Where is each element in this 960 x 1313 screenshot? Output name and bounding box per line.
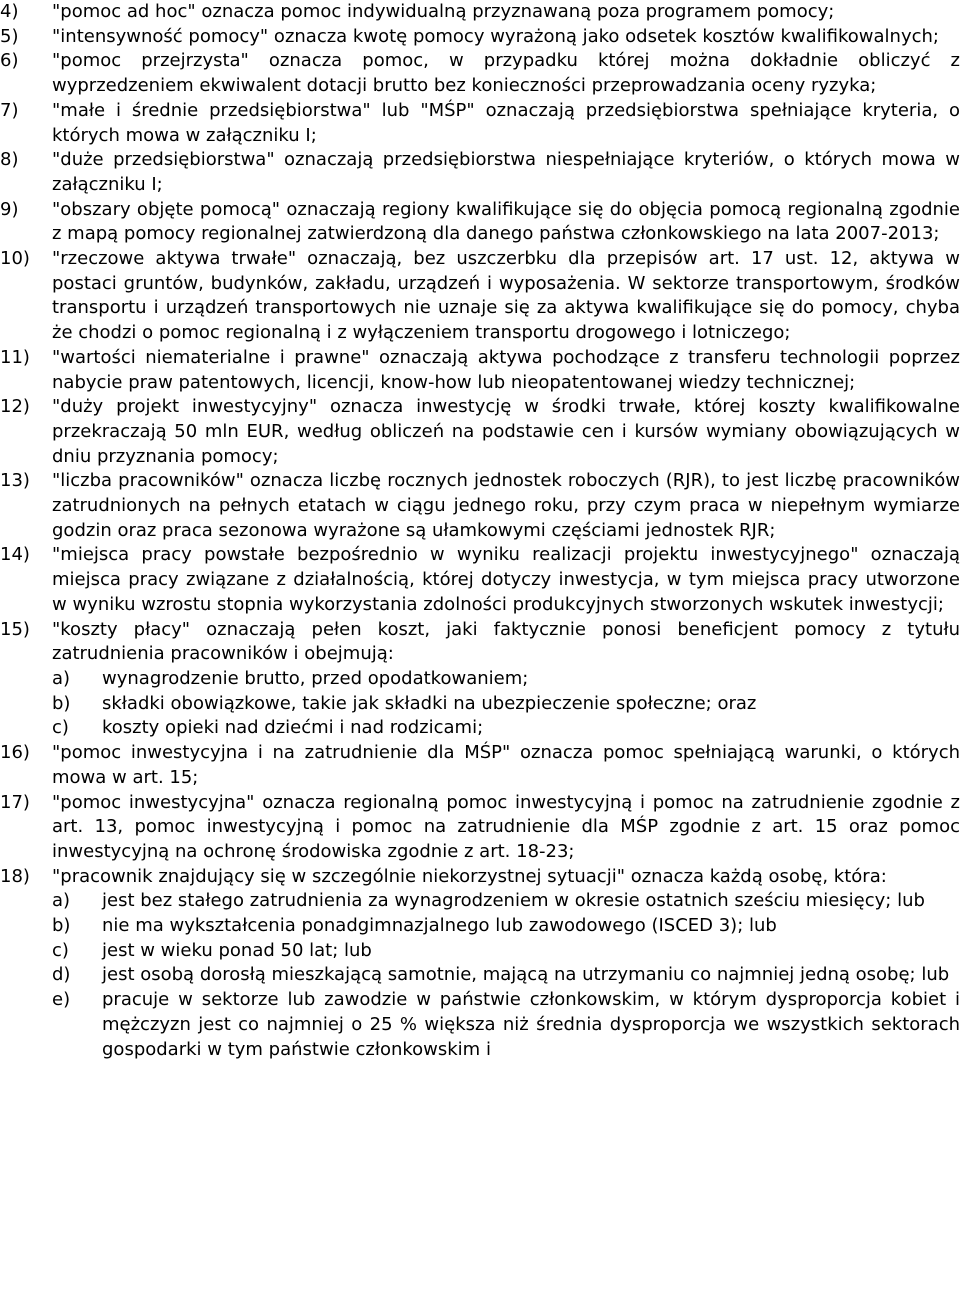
- definition-item: [0, 346, 960, 395]
- sub-item: [52, 963, 960, 988]
- sub-item: [52, 988, 960, 1062]
- item-number: 11): [0, 346, 30, 368]
- sub-item-letter: c): [52, 717, 69, 739]
- item-body: [52, 247, 960, 346]
- item-number: 7): [0, 99, 19, 121]
- item-number: 16): [0, 742, 30, 764]
- item-body: [52, 741, 960, 790]
- definition-item: [0, 99, 960, 148]
- item-number: 10): [0, 248, 30, 270]
- definition-item: [0, 543, 960, 617]
- item-text: "koszty płacy" oznaczają pełen koszt, jaki faktycznie ponosi beneficjent pomocy z tytułu zatrudnienia pracowników i obejmują:: [52, 618, 960, 665]
- item-number: 15): [0, 618, 30, 640]
- definition-item: [0, 25, 960, 50]
- item-body: [52, 148, 960, 197]
- item-body: [52, 618, 960, 742]
- item-text: "duży projekt inwestycyjny" oznacza inwestycję w środki trwałe, której koszty kwalifikowalne przekraczają 50 mln EUR, według obliczeń na podstawie cen i kursów wymiany obowiązujących w dniu przyznania pomocy;: [52, 396, 960, 467]
- item-text: "duże przedsiębiorstwa" oznaczają przedsiębiorstwa niespełniające kryteriów, o których mowa w załączniku I;: [52, 149, 960, 195]
- sub-item: [52, 939, 960, 964]
- sub-item-text: pracuje w sektorze lub zawodzie w państwie członkowskim, w którym dysproporcja kobiet i mężczyzn jest co najmniej o 25 % większa niż średnia dysproporcja we wszystkich sektorach gospodarki w tym państwie członkowskim i: [102, 989, 960, 1060]
- sub-item-text: wynagrodzenie brutto, przed opodatkowaniem;: [102, 667, 529, 689]
- item-text: "intensywność pomocy" oznacza kwotę pomocy wyrażoną jako odsetek kosztów kwalifikowalnych;: [52, 25, 939, 47]
- item-text: "pomoc inwestycyjna i na zatrudnienie dla MŚP" oznacza pomoc spełniającą warunki, o których mowa w art. 15;: [52, 742, 960, 788]
- definition-item: [0, 247, 960, 346]
- item-number: 5): [0, 25, 19, 47]
- sub-item-text: koszty opieki nad dziećmi i nad rodzicami;: [102, 717, 484, 739]
- sub-item-text: składki obowiązkowe, takie jak składki na ubezpieczenie społeczne; oraz: [102, 692, 757, 714]
- item-number: 9): [0, 198, 19, 220]
- item-text: "pracownik znajdujący się w szczególnie niekorzystnej sytuacji" oznacza każdą osobę, która:: [52, 865, 887, 887]
- item-text: "miejsca pracy powstałe bezpośrednio w wyniku realizacji projektu inwestycyjnego" oznaczają miejsca pracy związane z działalnością, której dotyczy inwestycja, w tym miejsca pracy utworzone w wyniku wzrostu stopnia wykorzystania zdolności produkcyjnych stworzonych wskutek inwestycji;: [52, 544, 960, 615]
- sub-item-letter: c): [52, 939, 69, 961]
- item-body: [52, 395, 960, 469]
- sub-item: [52, 667, 960, 692]
- item-body: [52, 49, 960, 98]
- item-text: "pomoc ad hoc" oznacza pomoc indywidualną przyznawaną poza programem pomocy;: [52, 1, 835, 22]
- item-number: 17): [0, 791, 30, 813]
- item-text: "obszary objęte pomocą" oznaczają regiony kwalifikujące się do objęcia pomocą regionalną zgodnie z mapą pomocy regionalnej zatwierdzoną dla danego państwa członkowskiego na lata 2007-2013;: [52, 198, 960, 245]
- sub-item-letter: d): [52, 964, 71, 986]
- item-text: "pomoc inwestycyjna" oznacza regionalną pomoc inwestycyjną i pomoc na zatrudnienie zgodnie z art. 13, pomoc inwestycyjną i pomoc na zatrudnienie dla MŚP zgodnie z art. 15 oraz pomoc inwestycyjną na ochronę środowiska zgodnie z art. 18-23;: [52, 791, 960, 862]
- item-body: [52, 469, 960, 543]
- item-body: [52, 543, 960, 617]
- definition-item: [0, 148, 960, 197]
- sub-item: [52, 889, 960, 914]
- item-number: 13): [0, 470, 30, 492]
- sub-item: [52, 692, 960, 717]
- item-number: 4): [0, 1, 19, 22]
- item-body: [52, 791, 960, 865]
- sub-item-letter: b): [52, 692, 71, 714]
- item-text: "wartości niematerialne i prawne" oznaczają aktywa pochodzące z transferu technologii poprzez nabycie praw patentowych, licencji, know-how lub nieopatentowanej wiedzy technicznej;: [52, 346, 960, 393]
- definition-item: [0, 469, 960, 543]
- sub-item: [52, 914, 960, 939]
- item-body: [52, 346, 960, 395]
- definition-item: [0, 0, 960, 25]
- item-body: [52, 99, 960, 148]
- definition-item: [0, 395, 960, 469]
- sub-item-letter: b): [52, 915, 71, 937]
- sub-item-text: jest w wieku ponad 50 lat; lub: [102, 939, 372, 961]
- item-number: 8): [0, 149, 19, 171]
- item-text: "rzeczowe aktywa trwałe" oznaczają, bez uszczerbku dla przepisów art. 17 ust. 12, aktywa w postaci gruntów, budynków, zakładu, urządzeń i wyposażenia. W sektorze transportowym, środków transportu i urządzeń transportowych nie uznaje się za aktywa kwalifikujące się do pomocy, chyba że chodzi o pomoc regionalną i z wyłączeniem transportu drogowego i lotniczego;: [52, 248, 960, 344]
- item-body: [52, 25, 960, 50]
- definition-item: [0, 198, 960, 247]
- definition-item: [0, 741, 960, 790]
- sub-item-letter: a): [52, 667, 71, 689]
- item-text: "małe i średnie przedsiębiorstwa" lub "MŚP" oznaczają przedsiębiorstwa spełniające kryteria, o których mowa w załączniku I;: [52, 99, 960, 146]
- item-number: 6): [0, 50, 19, 72]
- item-text: "liczba pracowników" oznacza liczbę rocznych jednostek roboczych (RJR), to jest liczbę pracowników zatrudnionych na pełnych etatach w ciągu jednego roku, przy czym praca w niepełnym wymiarze godzin oraz praca sezonowa wyrażone są ułamkowymi częściami jednostek RJR;: [52, 470, 960, 541]
- item-text: "pomoc przejrzysta" oznacza pomoc, w przypadku której można dokładnie obliczyć z wyprzedzeniem ekwiwalent dotacji brutto bez konieczności przeprowadzania oceny ryzyka;: [52, 50, 960, 97]
- definition-item: [0, 49, 960, 98]
- item-number: 18): [0, 865, 30, 887]
- definition-item: [0, 791, 960, 865]
- sub-item-letter: e): [52, 989, 71, 1011]
- item-body: [52, 865, 960, 1063]
- item-number: 14): [0, 544, 30, 566]
- item-body: [52, 198, 960, 247]
- sub-item: [52, 716, 960, 741]
- definition-item: [0, 618, 960, 742]
- definition-item: [0, 865, 960, 1063]
- item-body: [52, 0, 960, 25]
- sub-item-letter: a): [52, 890, 71, 912]
- sub-item-text: nie ma wykształcenia ponadgimnazjalnego lub zawodowego (ISCED 3); lub: [102, 915, 777, 937]
- sub-item-text: jest bez stałego zatrudnienia za wynagrodzeniem w okresie ostatnich sześciu miesięcy; lub: [102, 890, 925, 912]
- sub-item-text: jest osobą dorosłą mieszkającą samotnie, mającą na utrzymaniu co najmniej jedną osobę; lub: [102, 964, 950, 986]
- item-number: 12): [0, 396, 30, 418]
